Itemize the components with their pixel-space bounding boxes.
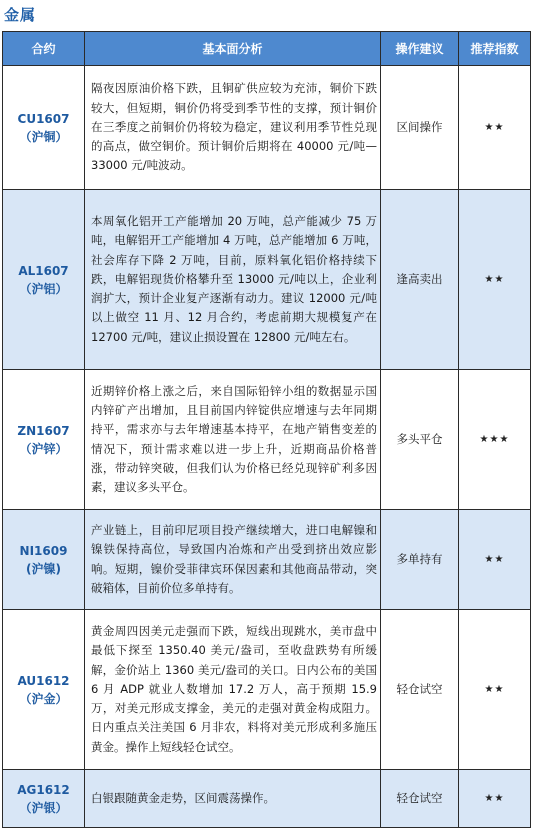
table-header-row [3,32,531,66]
analysis-cell: 产业链上，目前印尼项目投产继续增大，进口电解镍和镍铁保持高位，导致国内冶炼和产出受到挤出效应影响。短期，镍价受菲律宾环保因素和其他商品带动，突破箱体，目前价位多单持有。 [85,510,381,610]
contract-cell [3,190,85,370]
contract-cell [3,370,85,510]
analysis-cell: 近期锌价格上涨之后，来自国际铅锌小组的数据显示国内锌矿产出增加，且目前国内锌锭供应增速与去年同期持平，需求亦与去年增速基本持平，在地产销售变差的情况下，预计需求难以进一步上升，近期商品价格普涨，带动锌突破，但我们认为价格已经兑现锌矿利多因素，建议多头平仓。 [85,370,381,510]
header-advice: 操作建议 [381,32,459,66]
analysis-cell: 隔夜因原油价格下跌，且铜矿供应较为充沛，铜价下跌较大，但短期，铜价仍将受到季节性的支撑，预计铜价在三季度之前铜价仍将较为稳定，建议利用季节性兑现的高点，做空铜价。预计铜价后期将在 40000 元/吨—33000 元/吨波动。 [85,66,381,190]
contract-cell [3,610,85,770]
table-row [3,190,531,370]
rating-stars: ★★ [459,610,531,770]
advice-cell: 轻仓试空 [381,770,459,828]
contract-exchange: （沪铝） [19,281,68,296]
rating-stars: ★★★ [459,370,531,510]
analysis-cell: 黄金周四因美元走强而下跌，短线出现跳水，美市盘中最低下探至 1350.40 美元/盎司，至收盘跌势有所缓解，金价站上 1360 美元/盎司的关口。日内公布的美国 6 月 ADP 就业人数增加 17.2 万人，高于预期 15.9 万，对美元形成支撑金，美元的走强对黄金构成阻力。日内重点关注美国 6 月非农，料将对美元形成利多施压黄金。操作上短线轻仓试空。 [85,610,381,770]
contract-code: NI1609 [19,543,68,558]
contract-exchange: （沪银） [19,800,68,815]
table-row [3,770,531,828]
section-title: 金属 [4,6,37,24]
contract-cell [3,770,85,828]
header-rating: 推荐指数 [459,32,531,66]
analysis-cell: 白银跟随黄金走势，区间震荡操作。 [85,770,381,828]
contract-code: AL1607 [18,263,69,278]
contract-cell [3,66,85,190]
advice-cell: 逢高卖出 [381,190,459,370]
contract-code: CU1607 [17,111,70,126]
rating-stars: ★★ [459,770,531,828]
advice-cell: 区间操作 [381,66,459,190]
table-row [3,610,531,770]
contract-code: ZN1607 [17,423,70,438]
advice-cell: 轻仓试空 [381,610,459,770]
header-contract: 合约 [3,32,85,66]
table-row [3,370,531,510]
contract-cell [3,510,85,610]
futures-recommendation-table [2,31,531,828]
table-row [3,66,531,190]
rating-stars: ★★ [459,66,531,190]
contract-code: AG1612 [17,782,70,797]
contract-exchange: （沪金） [19,691,68,706]
header-analysis: 基本面分析 [85,32,381,66]
contract-exchange: （沪锌） [19,441,68,456]
contract-code: AU1612 [17,673,70,688]
analysis-cell: 本周氧化铝开工产能增加 20 万吨，总产能减少 75 万吨，电解铝开工产能增加 4 万吨，总产能增加 6 万吨，社会库存下降 2 万吨，目前，原料氧化铝价格持续下跌，电解铝现货价格攀升至 13000 元/吨以上，企业利润扩大，预计企业复产逐渐有动力。建议 12000 元/吨以上做空 11 月、12 月合约，考虑前期大规模复产在 12700 元/吨，建议止损设置在 12800 元/吨左右。 [85,190,381,370]
rating-stars: ★★ [459,190,531,370]
advice-cell: 多头平仓 [381,370,459,510]
contract-exchange: (沪镍) [26,561,61,576]
table-row [3,510,531,610]
advice-cell: 多单持有 [381,510,459,610]
contract-exchange: （沪铜） [19,129,68,144]
rating-stars: ★★ [459,510,531,610]
